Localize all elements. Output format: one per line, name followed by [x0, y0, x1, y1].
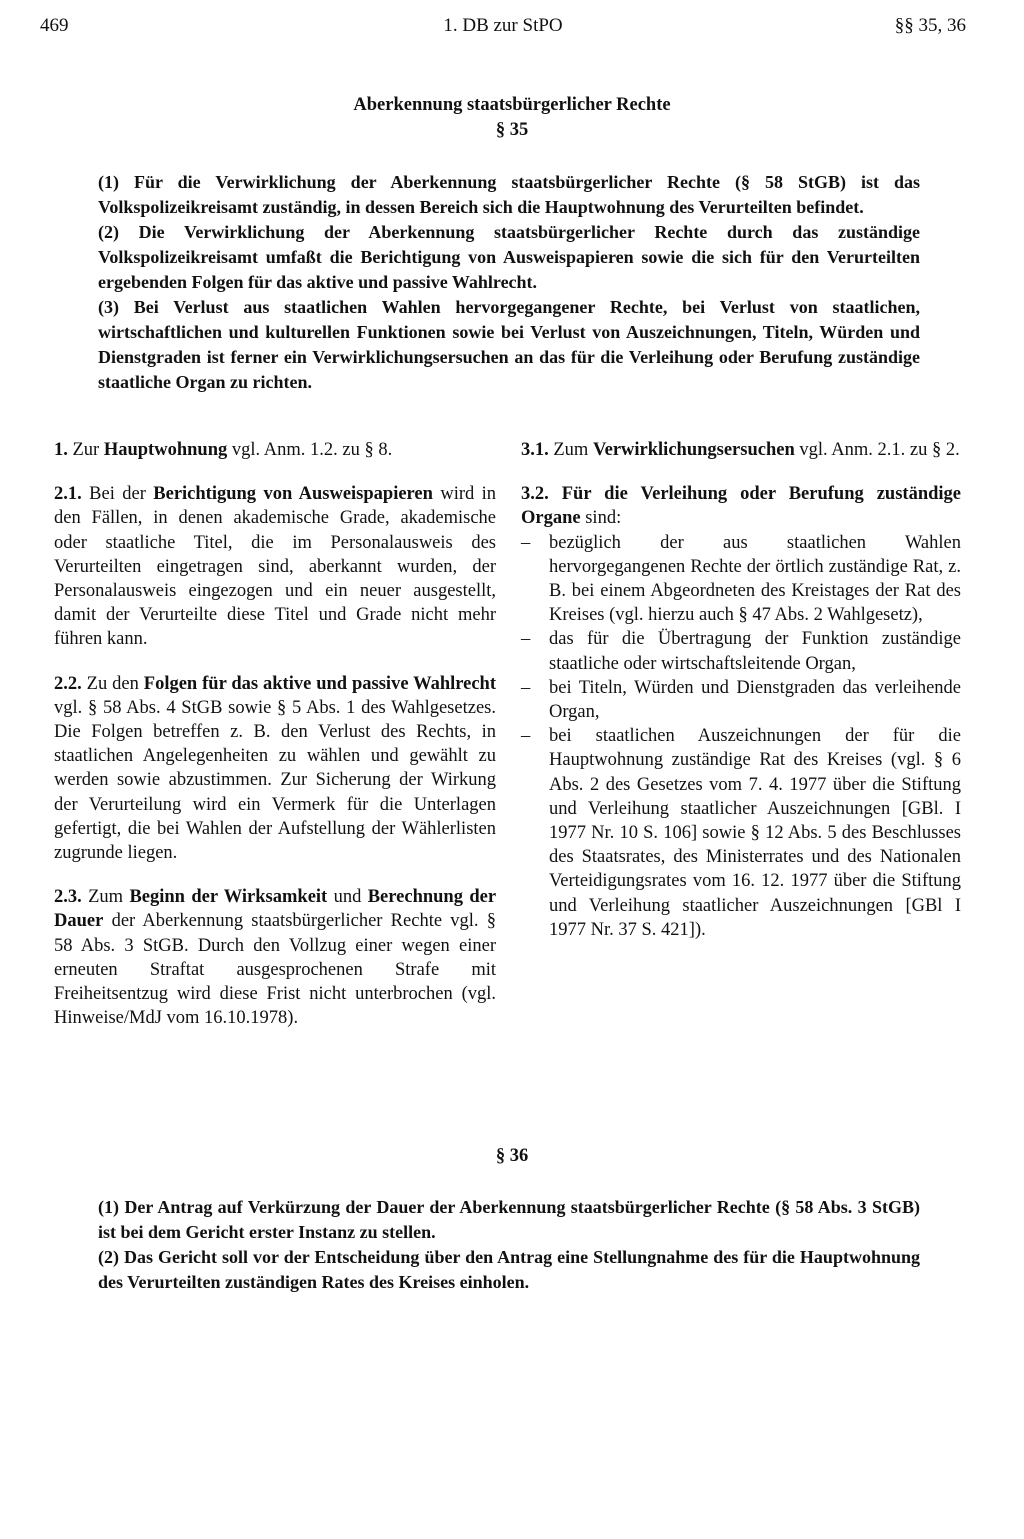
- section-35-heading: Aberkennung staatsbürgerlicher Rechte: [353, 95, 671, 115]
- note-text: vgl. Anm. 1.2. zu § 8.: [231, 440, 393, 460]
- note-number: 3.1.: [521, 440, 549, 460]
- list-item: [521, 676, 961, 724]
- running-header: [40, 15, 966, 45]
- section-36-number: § 36: [495, 1146, 529, 1166]
- section-35-text: [98, 170, 920, 395]
- dash-bullet: –: [521, 629, 531, 650]
- list-item-text: bei staatlichen Auszeichnungen der für die Hauptwohnung zuständige Rat des Kreises (vgl. § 6 Abs. 2 des Gesetzes vom 7. 4. 1977 über die Stiftung und Verleihung staatlicher Auszeichnungen [GBl. I 1977 Nr. 10 S. 106] sowie § 12 Abs. 5 des Beschlusses des Staatsrates, des Ministerrates und des Nationalen Verteidigungsrates vom 16. 12. 1977 über die Stiftung und Verleihung staatlicher Auszeichnungen [GBl I 1977 Nr. 37 S. 421]).: [549, 726, 961, 940]
- section-35-paragraph-2: (2) Die Verwirklichung der Aberkennung staatsbürgerlicher Rechte durch das zuständige Volkspolizeikreisamt umfaßt die Berichtigung von Ausweispapieren sowie die sich für den Verurteilten ergebenden Folgen für das aktive und passive Wahlrecht.: [98, 222, 920, 292]
- section-36-text: [98, 1195, 920, 1295]
- note-keyword: Folgen für das aktive und passive Wahlrecht: [143, 673, 497, 694]
- note-number: 2.2.: [54, 673, 82, 694]
- note-number: 3.2.: [521, 484, 549, 505]
- section-36-paragraph-2: (2) Das Gericht soll vor der Entscheidung über den Antrag eine Stellungnahme des für die Hauptwohnung des Verurteilten zuständigen Rates des Kreises einholen.: [98, 1247, 920, 1292]
- dash-bullet: –: [521, 677, 531, 698]
- list-item: [521, 724, 961, 942]
- note-text: sind:: [585, 508, 622, 529]
- note-keyword: Hauptwohnung: [103, 440, 228, 460]
- note-2-3: [54, 885, 496, 1030]
- note-keyword: Berichtigung von Ausweispapieren: [153, 484, 433, 505]
- header-sections: §§ 35, 36: [894, 15, 966, 36]
- list-item-text: bei Titeln, Würden und Dienstgraden das verleihende Organ,: [549, 677, 961, 723]
- note-text: der Aberkennung staatsbürgerlicher Rechte vgl. § 58 Abs. 3 StGB. Durch den Vollzug einer wegen einer erneuten Straftat ausgesprochenen Strafe mit Freiheitsentzug wird diese Frist nicht unterbrochen (vgl. Hinweise/MdJ vom 16.10.1978).: [54, 911, 497, 1029]
- note-text: vgl. § 58 Abs. 4 StGB sowie § 5 Abs. 1 des Wahlgesetzes. Die Folgen betreffen z. B. den Verlust des Rechts, in staatlichen Angelegenheiten zu wählen und gewählt zu werden sowie abzustimmen. Zur Sicherung der Wirkung der Verurteilung wird ein Vermerk für die Unterlagen gefertigt, die bei Wahlen der Aufstellung der Wählerlisten zugrunde liegen.: [54, 697, 496, 864]
- note-2-2: [54, 672, 496, 866]
- dash-bullet: –: [521, 726, 531, 747]
- note-text: Zum: [88, 887, 124, 908]
- note-text: Zu den: [86, 673, 139, 694]
- responsible-organs-list: [521, 531, 961, 942]
- note-text: Zur: [72, 440, 100, 460]
- note-text: wird in den Fällen, in denen akademische Grade, akademische oder staatliche Titel, die im Personalausweis des Verurteilten eingetragen sind, aberkannt wurden, der Personalausweis eingezogen und ein neuer ausgestellt, damit der Verurteilte diese Titel und Grade nicht mehr führen kann.: [54, 484, 497, 650]
- note-2-1: [54, 482, 496, 651]
- note-number: 2.3.: [54, 887, 82, 908]
- list-item: [521, 627, 961, 675]
- note-text: und: [333, 887, 362, 908]
- note-1: [54, 438, 496, 462]
- list-item-text: das für die Übertragung der Funktion zuständige staatliche oder wirtschaftsleitende Organ,: [549, 629, 961, 674]
- section-35-paragraph-1: (1) Für die Verwirklichung der Aberkennung staatsbürgerlicher Rechte (§ 58 StGB) ist das Volkspolizeikreisamt zuständig, in dessen Bereich sich die Hauptwohnung des Verurteilten befindet.: [98, 172, 920, 217]
- section-35-number: § 35: [495, 120, 529, 140]
- header-title: 1. DB zur StPO: [443, 15, 563, 36]
- dash-bullet: –: [521, 532, 531, 553]
- note-keyword: Beginn der Wirksamkeit: [129, 887, 328, 908]
- note-3-2: [521, 482, 961, 530]
- note-text: Bei der: [89, 484, 146, 505]
- note-3-1: [521, 438, 961, 462]
- note-number: 2.1.: [54, 484, 82, 505]
- note-keyword: Verwirklichungsersuchen: [592, 440, 795, 460]
- list-item-text: bezüglich der aus staatlichen Wahlen hervorgegangenen Rechte der örtlich zuständige Rat, z. B. bei einem Abgeordneten des Kreistages der Rat des Kreises (vgl. hierzu auch § 47 Abs. 2 Wahlgesetz),: [549, 532, 961, 626]
- annotations-right-column: [521, 438, 961, 942]
- section-36-paragraph-1: (1) Der Antrag auf Verkürzung der Dauer der Aberkennung staatsbürgerlicher Rechte (§ 58 Abs. 3 StGB) ist bei dem Gericht erster Instanz zu stellen.: [98, 1197, 920, 1242]
- note-keyword: Für die Verleihung oder Berufung zuständige Organe: [521, 484, 962, 529]
- page-number: 469: [40, 15, 69, 36]
- annotations-left-column: [54, 438, 496, 1050]
- list-item: [521, 531, 961, 628]
- section-35-paragraph-3: (3) Bei Verlust aus staatlichen Wahlen hervorgegangener Rechte, bei Verlust von staatlichen, wirtschaftlichen und kulturellen Funktionen sowie bei Verlust von Auszeichnungen, Titeln, Würden und Dienstgraden ist ferner ein Verwirklichungsersuchen an das für die Verleihung oder Berufung zuständige staatliche Organ zu richten.: [98, 297, 920, 392]
- note-text: vgl. Anm. 2.1. zu § 2.: [799, 440, 960, 460]
- note-keyword: Berechnung der Dauer: [54, 887, 497, 932]
- note-text: Zum: [553, 440, 589, 460]
- note-number: 1.: [54, 440, 68, 460]
